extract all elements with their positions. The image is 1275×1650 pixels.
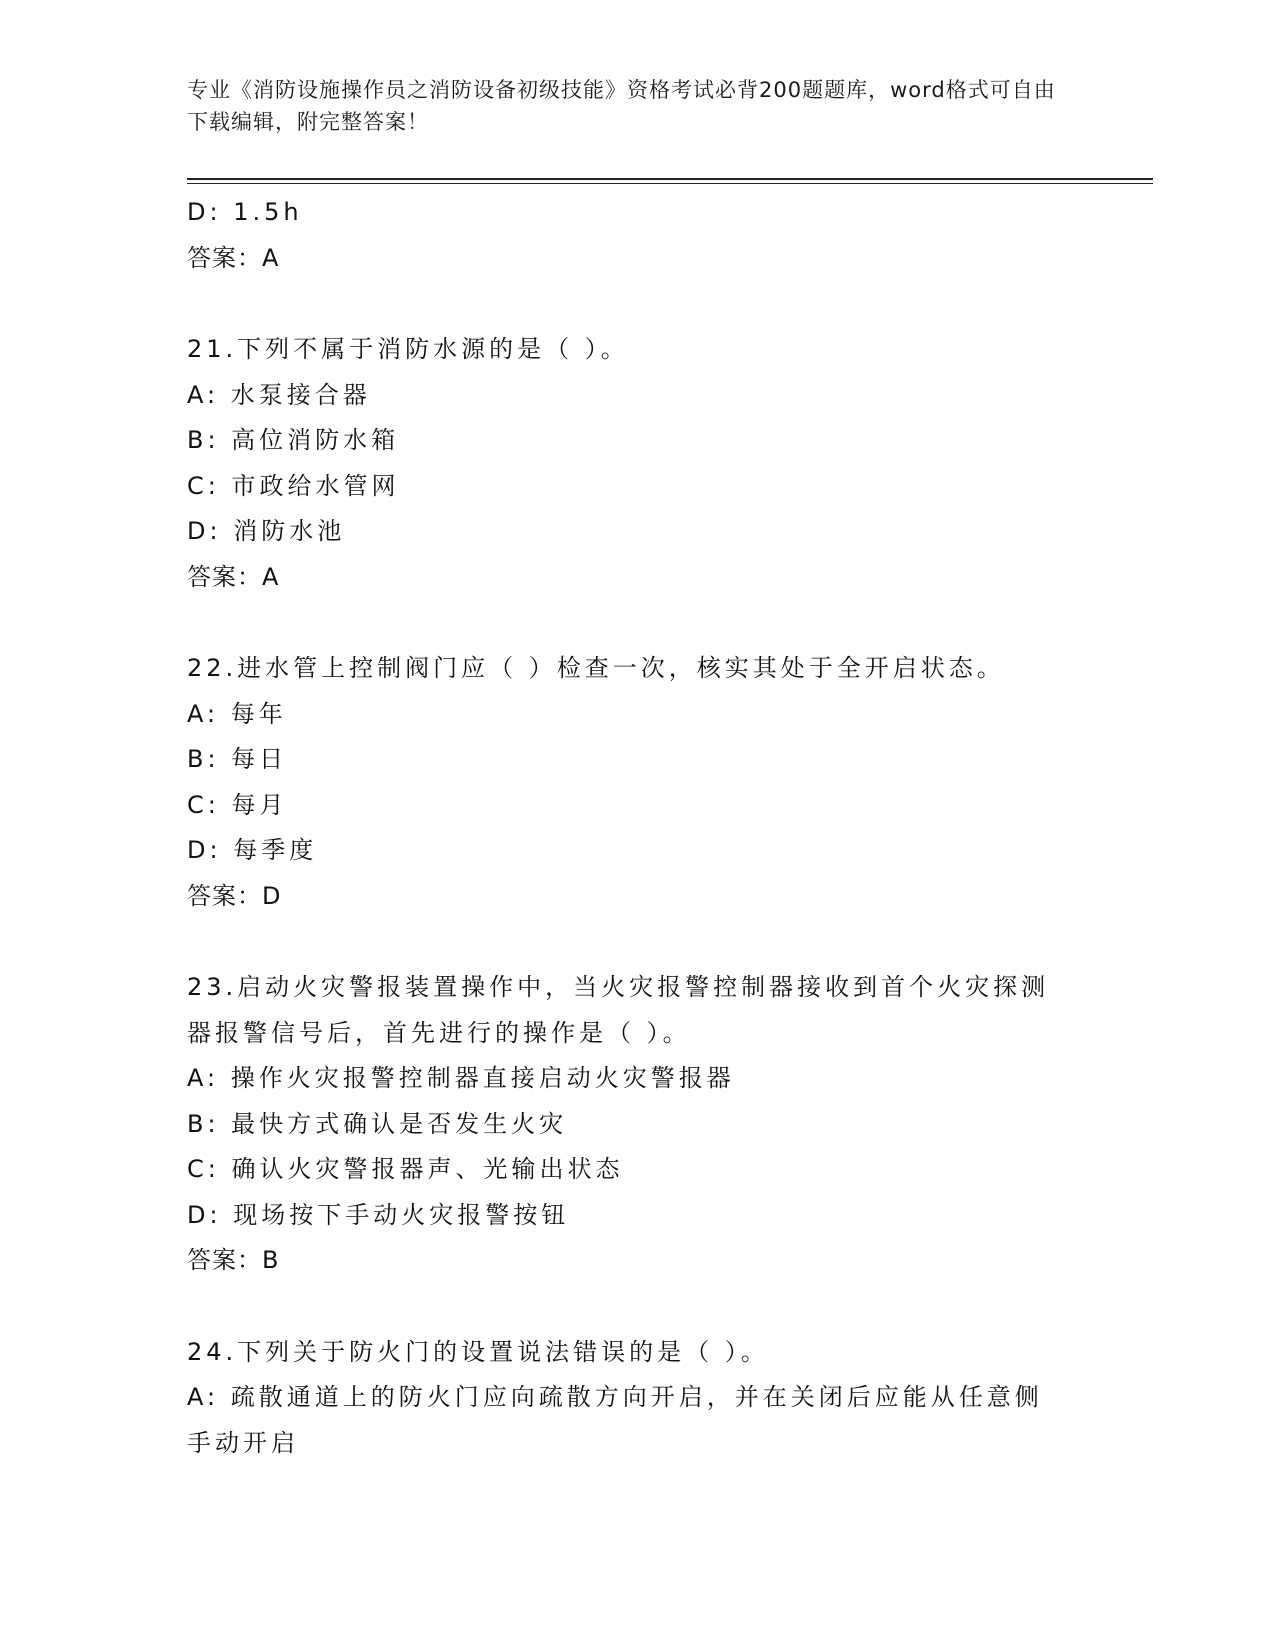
header-divider-thin: [187, 183, 1153, 184]
question-21-option-c: C: 市政给水管网: [187, 471, 400, 500]
question-22-stem: 22.进水管上控制阀门应（ ）检查一次，核实其处于全开启状态。: [187, 654, 1005, 682]
question-22-option-c: C: 每月: [187, 790, 288, 819]
header-divider-thick: [187, 178, 1153, 180]
question-23-option-a: A: 操作火灾报警控制器直接启动火灾警报器: [187, 1064, 735, 1092]
question-21-option-d: D: 消防水池: [187, 517, 346, 545]
question-23-option-c: C: 确认火灾警报器声、光输出状态: [187, 1155, 624, 1183]
question-21-option-a: A: 水泵接合器: [187, 380, 371, 409]
prev-option-d: D: 1.5h: [187, 198, 303, 226]
document-header: 专业《消防设施操作员之消防设备初级技能》资格考试必背200题题库，word格式可自由下载编辑，附完整答案！: [187, 78, 1056, 134]
question-24-option-a: A: 疏散通道上的防火门应向疏散方向开启，并在关闭后应能从任意侧手动开启: [187, 1383, 1043, 1457]
question-24-stem: 24.下列关于防火门的设置说法错误的是（ ）。: [187, 1337, 769, 1366]
prev-answer: 答案：A: [187, 243, 280, 272]
question-21-stem: 21.下列不属于消防水源的是（ ）。: [187, 335, 629, 363]
question-23-stem: 23.启动火灾警报装置操作中，当火灾报警控制器接收到首个火灾探测器报警信号后，首先进行的操作是（ ）。: [187, 973, 1050, 1047]
question-23-option-d: D: 现场按下手动火灾报警按钮: [187, 1200, 570, 1229]
question-23-answer: 答案：B: [187, 1246, 280, 1274]
question-21-option-b: B: 高位消防水箱: [187, 426, 400, 454]
question-22-option-d: D: 每季度: [187, 836, 318, 864]
question-22-option-b: B: 每日: [187, 745, 288, 773]
question-22-option-a: A: 每年: [187, 699, 287, 728]
question-content: [187, 190, 1087, 1466]
question-21-answer: 答案：A: [187, 562, 280, 591]
question-22-answer: 答案：D: [187, 881, 282, 910]
question-23-option-b: B: 最快方式确认是否发生火灾: [187, 1109, 568, 1138]
